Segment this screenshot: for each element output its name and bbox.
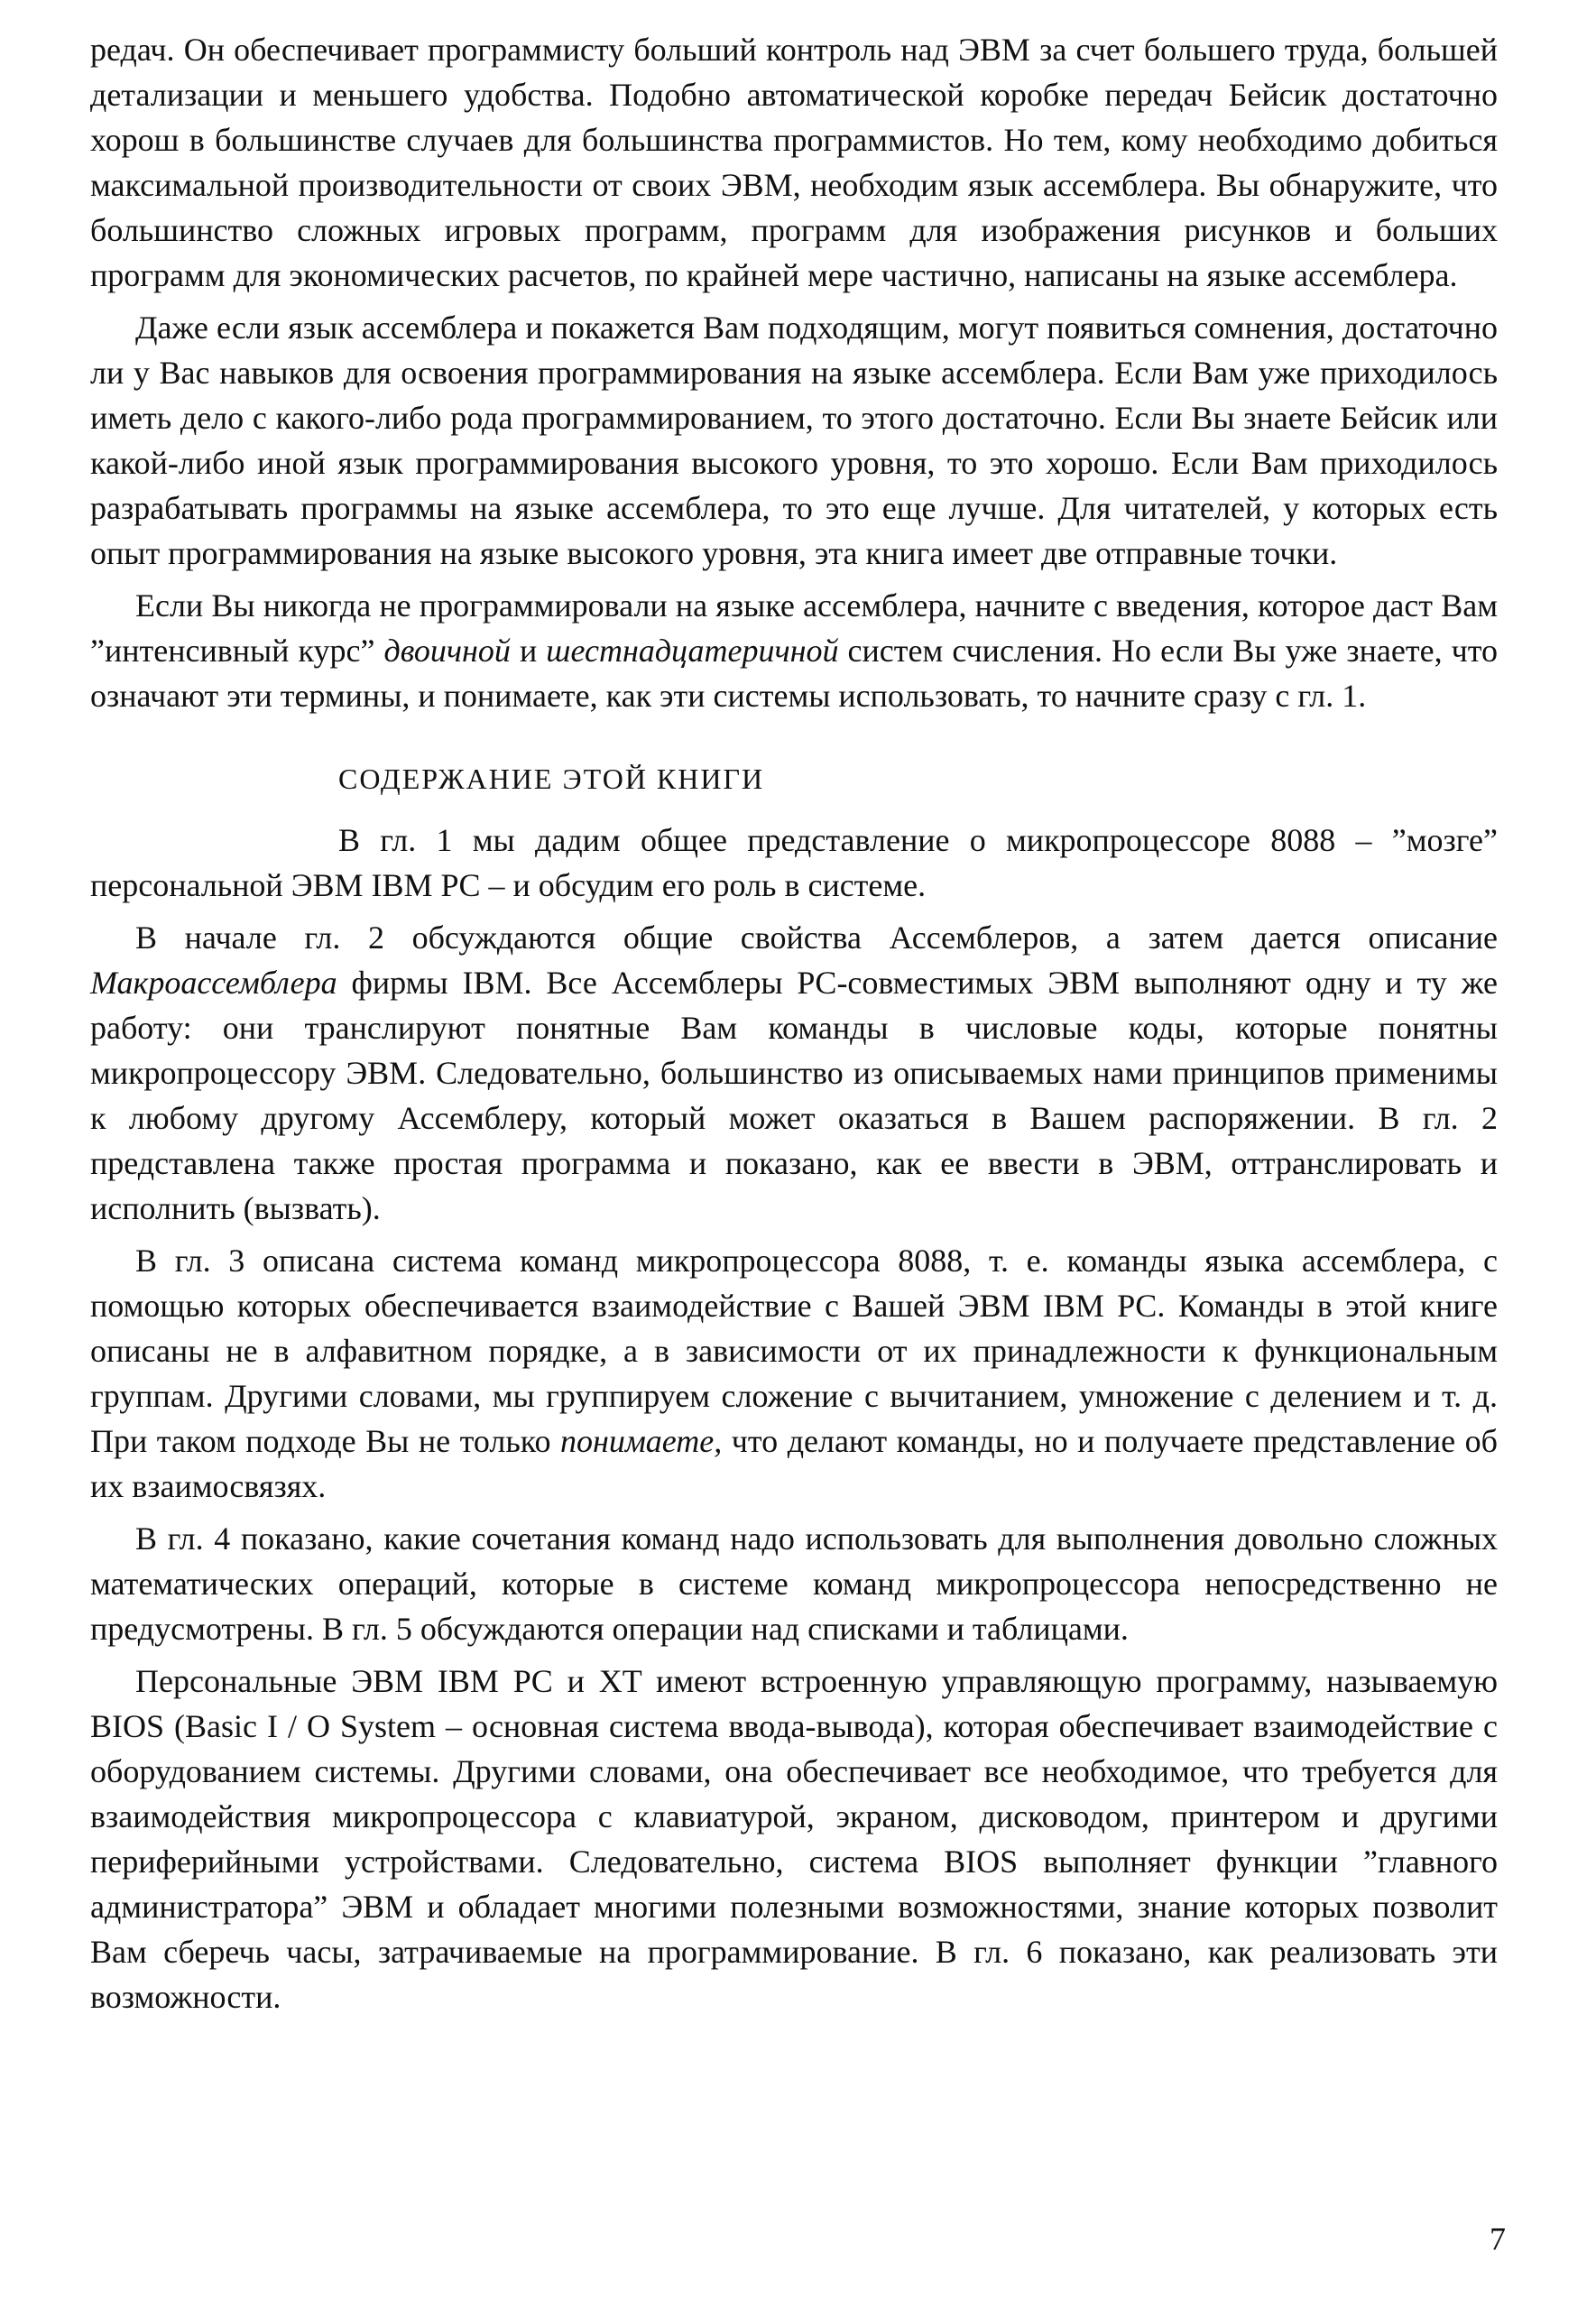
term-understand: понимаете, <box>559 1423 723 1459</box>
paragraph-skills: Даже если язык ассемблера и покажется Вам подходящим, могут появиться сомнения, достаточно ли у Вас навыков для освоения программирования на языке ассемблера. Если Вам уже приходилось иметь дело с какого-либо рода программированием, то этого достаточно. Если Вы знаете Бейсик или какой-либо иной язык программирования высокого уровня, то это хорошо. Если Вам приходилось разрабатывать программы на языке ассемблера, то это еще лучше. Для читателей, у которых есть опыт программирования на языке высокого уровня, эта книга имеет две отправные точки. <box>90 310 1498 571</box>
paragraph-bios: Персональные ЭВМ IBM PC и XT имеют встроенную управляющую программу, называемую BIOS (Basic I / O System – основная система ввода-вывода), которая обеспечивает взаимодействие с оборудованием системы. Другими словами, она обеспечивает все необходимое, что требуется для взаимодействия микропроцессора с клавиатурой, экраном, дисководом, принтером и другими периферийными устройствами. Следовательно, система BIOS выполняет функции ”главного администратора” ЭВМ и обладает многими полезными возможностями, знание которых позволит Вам сберечь часы, затрачиваемые на программирование. В гл. 6 показано, как реализовать эти возможности. <box>90 1663 1498 2015</box>
term-macroassembler: Макроассемблера <box>90 965 337 1001</box>
page-number: 7 <box>1490 2221 1506 2257</box>
paragraph-chapters-4-5: В гл. 4 показано, какие сочетания команд надо использовать для выполнения довольно сложных математических операций, которые в системе команд микропроцессора непосредственно не предусмотрены. В гл. 5 обсуждаются операции над списками и таблицами. <box>90 1520 1498 1647</box>
page-body <box>90 27 1498 2027</box>
paragraph-chapter-2-part-b: фирмы IBM. Все Ассемблеры PC-совместимых ЭВМ выполняют одну и ту же работу: они транслируют понятные Вам команды в числовые коды, которые понятны микропроцессору ЭВМ. Следовательно, большинство из описываемых нами принципов применимы к любому другому Ассемблеру, который может оказаться в Вашем распоряжении. В гл. 2 представлена также простая программа и показано, как ее ввести в ЭВМ, оттранслировать и исполнить (вызвать). <box>90 965 1498 1226</box>
paragraph-where-to-start-part-c: систем счисления. Но если Вы уже знаете, что означают эти термины, и понимаете, как эти системы использовать, то начните сразу с гл. 1. <box>90 633 1498 714</box>
paragraph-where-to-start-part-b: и <box>510 633 547 669</box>
paragraph-chapter-2-part-a: В начале гл. 2 обсуждаются общие свойства Ассемблеров, а затем дается описание <box>135 919 1498 956</box>
paragraph-intro-continued: редач. Он обеспечивает программисту больший контроль над ЭВМ за счет большего труда, большей детализации и меньшего удобства. Подобно автоматической коробке передач Бейсик достаточно хорош в большинстве случаев для большинства программистов. Но тем, кому необходимо добиться максимальной производительности от своих ЭВМ, необходим язык ассемблера. Вы обнаружите, что большинство сложных игровых программ, программ для изображения рисунков и больших программ для экономических расчетов, по крайней мере частично, написаны на языке ассемблера. <box>90 32 1498 293</box>
section-heading: СОДЕРЖАНИЕ ЭТОЙ КНИГИ <box>338 762 765 795</box>
paragraph-chapter-3-part-a: В гл. 3 описана система команд микропроцессора 8088, т. е. команды языка ассемблера, с помощью которых обеспечивается взаимодействие с Вашей ЭВМ IBM PC. Команды в этой книге описаны не в алфавитном порядке, а в зависимости от их принадлежности к функциональным группам. Другими словами, мы группируем сложение с вычитанием, умножение с делением и т. д. При таком подходе Вы не только <box>90 1243 1498 1459</box>
paragraph-chapter-2 <box>90 915 1498 1231</box>
paragraph-chapter-3 <box>90 1238 1498 1509</box>
paragraph-where-to-start <box>90 583 1498 718</box>
term-hexadecimal: шестнадцатеричной <box>546 633 839 669</box>
paragraph-chapter-1: В гл. 1 мы дадим общее представление о микропроцессоре 8088 – ”мозге” персональной ЭВМ IBM PC – и обсудим его роль в системе. <box>90 822 1498 903</box>
paragraph-where-to-start-part-a: Если Вы никогда не программировали на языке ассемблера, начните с введения, которое даст Вам ”интенсивный курс” <box>90 587 1498 669</box>
paragraph-chapter-3-part-b: что делают команды, но и получаете представление об их взаимосвязях. <box>90 1423 1498 1504</box>
term-binary: двоичной <box>383 633 511 669</box>
